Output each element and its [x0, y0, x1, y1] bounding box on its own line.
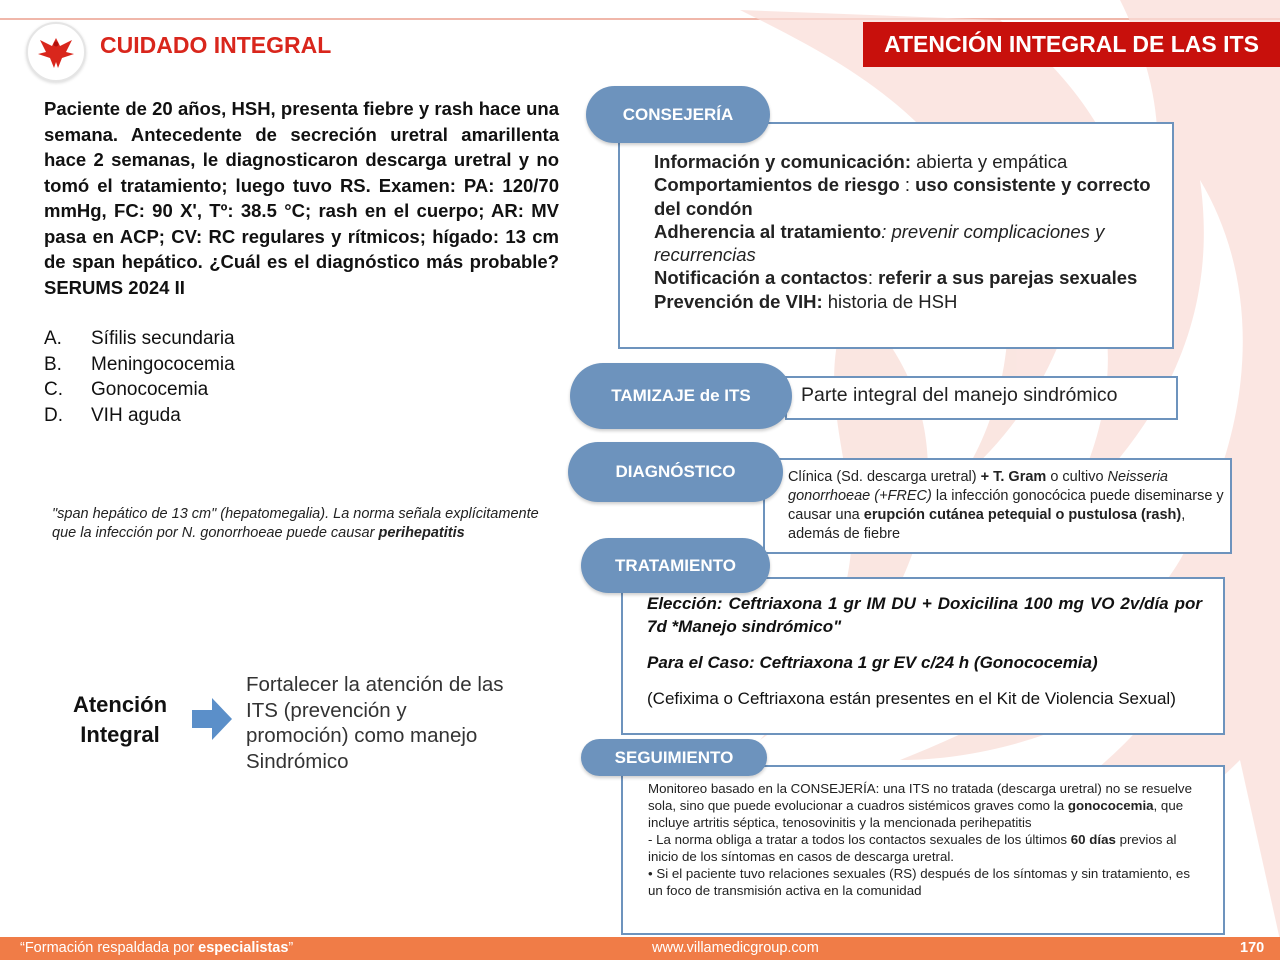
- diagnostico-text: Clínica (Sd. descarga uretral) + T. Gram o cultivo Neisseria gonorrhoeae (+FREC) la infección gonocócica puede diseminarse y causar una erupción cutánea petequial o pustulosa (rash), además de fiebre: [788, 469, 1224, 542]
- consejeria-item: Comportamientos de riesgo : uso consistente y correcto del condón: [654, 174, 1151, 219]
- tratamiento-eleccion: Elección: Ceftriaxona 1 gr IM DU + Doxicilina 100 mg VO 2v/día por 7d *Manejo sindrómico": [647, 594, 1202, 636]
- question-stem: Paciente de 20 años, HSH, presenta fiebre y rash hace una semana. Antecedente de secreción uretral amarillenta hace 2 semanas, le diagnosticaron descarga uretral y no tomó el tratamiento; luego tuvo RS. Examen: PA: 120/70 mmHg, FC: 90 X', Tº: 38.5 °C; rash en el cuerpo; AR: MV pasa en ACP; CV: RC regulares y rítmicos; hígado: 13 cm de span hepático. ¿Cuál es el diagnóstico más probable? SERUMS 2024 II: [44, 98, 559, 298]
- option-a[interactable]: A. Sífilis secundaria: [44, 328, 235, 349]
- tamizaje-text: Parte integral del manejo sindrómico: [801, 384, 1118, 406]
- atencion-integral-label: Atención Integral: [72, 692, 168, 747]
- phoenix-logo: [26, 22, 86, 82]
- option-b[interactable]: B. Meningococemia: [44, 353, 235, 375]
- page-number: 170: [1240, 940, 1265, 956]
- consejeria-item: Información y comunicación: abierta y empática: [654, 151, 1068, 172]
- seguimiento-pill: SEGUIMIENTO: [581, 739, 767, 776]
- consejeria-pill: CONSEJERÍA: [586, 86, 770, 143]
- seguimiento-text: Monitoreo basado en la CONSEJERÍA: una ITS no tratada (descarga uretral) no se resuelve sola, sino que puede evolucionar a cuadros sistémicos graves como la gonococemia, que incluye artritis séptica, tenosovinitis y la mencionada perihepatitis - La norma obliga a tratar a todos los contactos sexuales de los últimos 60 días previos al inicio de los síntomas en casos de descarga uretral. • Si el paciente tuvo relaciones sexuales (RS) después de los síntomas y sin tratamiento, es un foco de transmisión activa en la comunidad: [648, 781, 1192, 898]
- atencion-integral-text: Fortalecer la atención de las ITS (prevención y promoción) como manejo Sindrómico: [246, 673, 504, 773]
- tratamiento-caso: Para el Caso: Ceftriaxona 1 gr EV c/24 h (Gonococemia): [647, 653, 1098, 672]
- tamizaje-pill: TAMIZAJE de ITS: [570, 363, 792, 429]
- consejeria-item: Adherencia al tratamiento: prevenir complicaciones y recurrencias: [654, 220, 1105, 266]
- option-d[interactable]: D. VIH aguda: [44, 404, 181, 426]
- footer-url[interactable]: www.villamedicgroup.com: [652, 940, 819, 956]
- consejeria-item: Notificación a contactos: referir a sus parejas sexuales: [654, 267, 1138, 289]
- brand-title: CUIDADO INTEGRAL: [100, 32, 332, 58]
- tratamiento-kit: (Cefixima o Ceftriaxona están presentes en el Kit de Violencia Sexual): [647, 689, 1176, 708]
- consejeria-item: Prevención de VIH: historia de HSH: [654, 290, 958, 312]
- footer-slogan: “Formación respaldada por especialistas”: [20, 940, 294, 956]
- answer-options: [44, 326, 444, 428]
- explanation-note: "span hepático de 13 cm" (hepatomegalia). La norma señala explícitamente que la infección por N. gonorrhoeae puede causar perihepatitis: [52, 506, 539, 541]
- footer-bar: [0, 937, 1280, 960]
- consejeria-content: [654, 150, 1159, 313]
- diagnostico-pill: DIAGNÓSTICO: [568, 442, 783, 502]
- tratamiento-pill: TRATAMIENTO: [581, 538, 770, 593]
- topic-banner: ATENCIÓN INTEGRAL DE LAS ITS: [863, 22, 1280, 67]
- tratamiento-text: [647, 592, 1202, 723]
- arrow-right-icon: [192, 698, 232, 740]
- option-c[interactable]: C. Gonococemia: [44, 379, 209, 400]
